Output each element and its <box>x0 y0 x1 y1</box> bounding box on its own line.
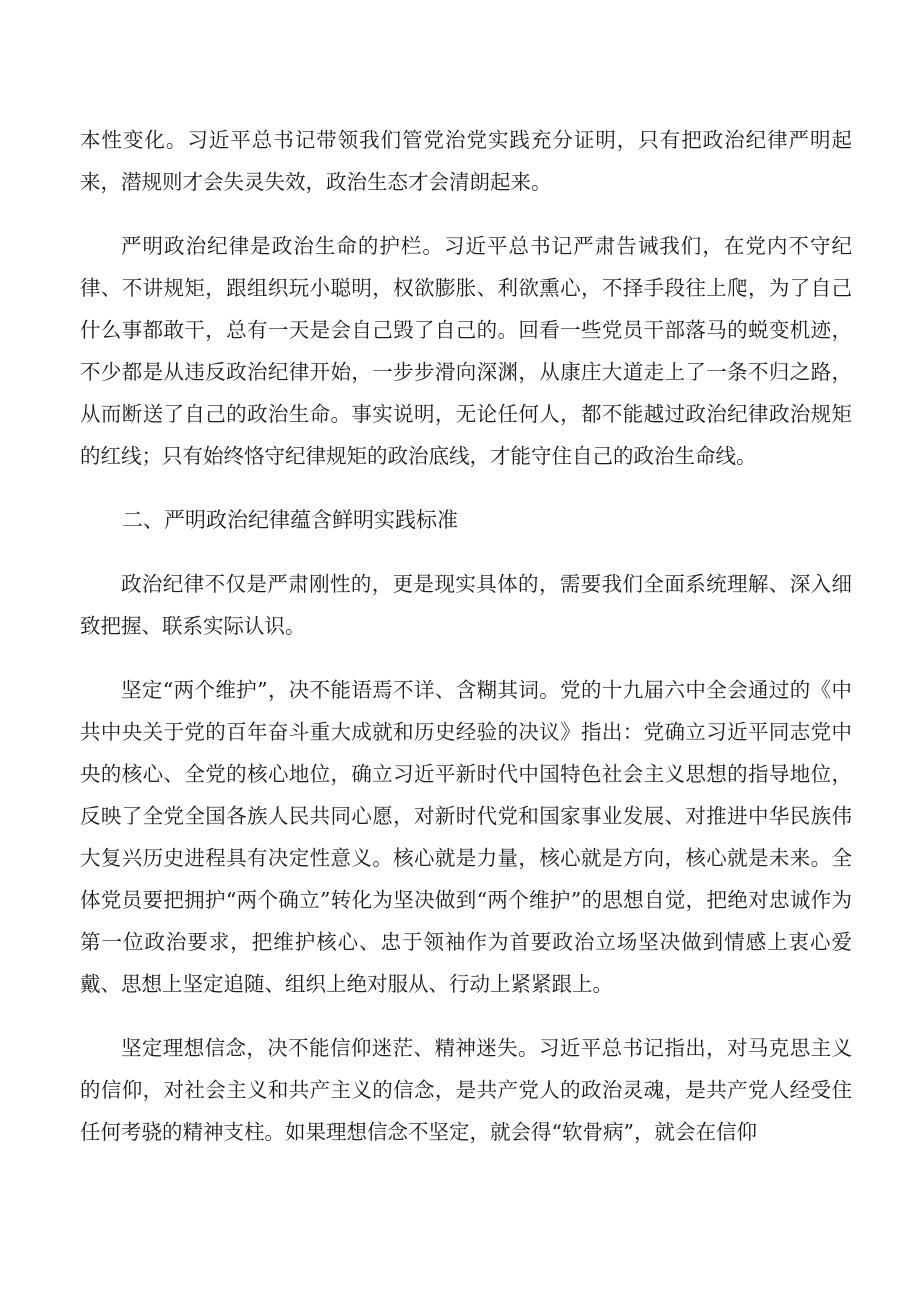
document-body <box>80 119 852 1175</box>
paragraph-continued: 本性变化。习近平总书记带领我们管党治党实践充分证明，只有把政治纪律严明起来，潜规则才会失灵失效，政治生态才会清朗起来。 <box>80 128 852 194</box>
paragraph-two-safeguards: 坚定“两个维护”，决不能语焉不详、含糊其词。党的十九届六中全会通过的《中共中央关于党的百年奋斗重大成就和历史经验的决议》指出：党确立习近平同志党中央的核心、全党的核心地位，确立习近平新时代中国特色社会主义思想的指导地位，反映了全党全国各族人民共同心愿，对新时代党和国家事业发展、对推进中华民族伟大复兴历史进程具有决定性意义。核心就是力量，核心就是方向，核心就是未来。全体党员要把拥护“两个确立”转化为坚决做到“两个维护”的思想自觉，把绝对忠诚作为第一位政治要求，把维护核心、忠于领袖作为首要政治立场坚决做到情感上衷心爱戴、思想上坚定追随、组织上绝对服从、行动上紧紧跟上。 <box>80 678 852 996</box>
paragraph-ideals-beliefs: 坚定理想信念，决不能信仰迷茫、精神迷失。习近平总书记指出，对马克思主义的信仰，对社会主义和共产主义的信念，是共产党人的政治灵魂，是共产党人经受住任何考骁的精神支柱。如果理想信念不坚定，就会得“软骨病”，就会在信仰 <box>80 1036 852 1144</box>
paragraph-intro: 政治纪律不仅是严肃刚性的，更是现实具体的，需要我们全面系统理解、深入细致把握、联系实际认识。 <box>80 572 852 638</box>
section-heading: 二、严明政治纪律蕴含鲜明实践标准 <box>122 508 458 532</box>
paragraph-political-life-guardrail: 严明政治纪律是政治生命的护栏。习近平总书记严肃告诫我们，在党内不守纪律、不讲规矩，跟组织玩小聪明，权欲膨胀、利欲熏心，不择手段往上爬，为了自己什么事都敢干，总有一天是会自己毁了自己的。回看一些党员干部落马的蜕变机迹，不少都是从违反政治纪律开始，一步步滑向深渊，从康庄大道走上了一条不归之路，从而断送了自己的政治生命。事实说明，无论任何人，都不能越过政治纪律政治规矩的红线；只有始终恪守纪律规矩的政治底线，才能守住自己的政治生命线。 <box>80 234 852 468</box>
